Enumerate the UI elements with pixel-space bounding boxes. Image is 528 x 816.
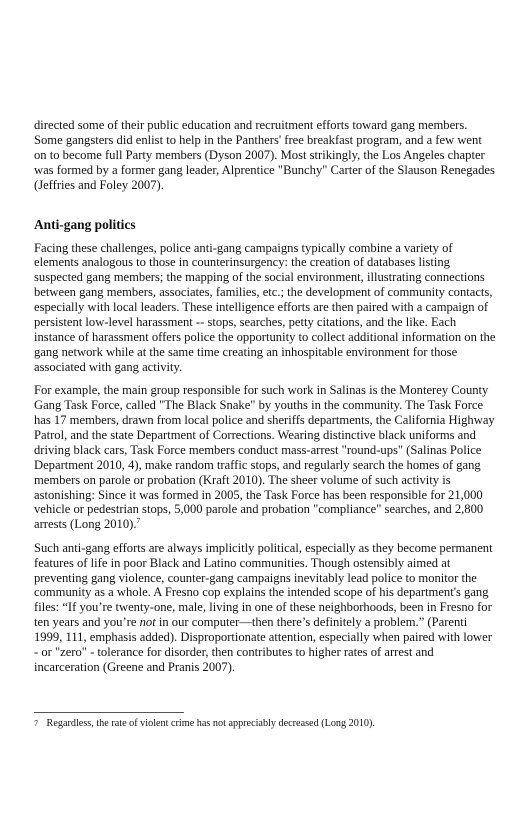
paragraph-political-text-b: in our computer—then there’s definitely a problem.” (Parenti 1999, 111, emphasis added). Disproportionate attention, especially when paired with lower - or "zero" - tolerance for disorder, then contributes to higher rates of arrest and incarceration (Greene and Pranis 2007). [34, 615, 492, 674]
footnote-number: 7 [34, 719, 38, 728]
footnote-text: Regardless, the rate of violent crime has not appreciably decreased (Long 2010). [46, 718, 375, 729]
section-heading: Anti-gang politics [34, 216, 136, 232]
paragraph-salinas-text: For example, the main group responsible for such work in Salinas is the Monterey County Gang Task Force, called "The Black Snake" by youths in the community. The Task Force has 17 members, drawn from local police and sheriffs departments, the California Highway Patrol, and the state Department of Corrections. Wearing distinctive black uniforms and driving black cars, Task Force members conduct mass-arrest "round-ups" (Salinas Police Department 2010, 4), make random traffic stops, and regularly search the homes of gang members on parole or probation (Kraft 2010). The sheer volume of such activity is astonishing: Since it was formed in 2005, the Task Force has been responsible for 21,000 vehicle or pedestrian stops, 5,000 parole and probation "compliance" searches, and 2,800 arrests (Long 2010). [34, 383, 495, 532]
paragraph-political-efforts [34, 541, 496, 675]
continuation-paragraph: directed some of their public education and recruitment efforts toward gang members. Some gangsters did enlist to help in the Panthers' free breakfast program, and a few went on to become full Party members (Dyson 2007). Most strikingly, the Los Angeles chapter was formed by a former gang leader, Alprentice "Bunchy" Carter of the Slauson Renegades (Jeffries and Foley 2007). [34, 118, 495, 192]
paragraph-salinas-task-force [34, 383, 496, 532]
footnote-separator [34, 712, 184, 713]
footnote-reference: 7 [136, 516, 141, 526]
emphasized-word: not [139, 615, 156, 630]
paragraph-anti-gang-campaigns: Facing these challenges, police anti-gang campaigns typically combine a variety of elements analogous to those in counterinsurgency: the creation of databases listing suspected gang members; the mapping of the social environment, illustrating connections between gang members, associates, families, etc.; the development of community contacts, especially with local leaders. These intelligence efforts are then paired with a campaign of persistent low-level harassment -- stops, searches, petty citations, and the like. Each instance of harassment offers police the opportunity to collect additional information on the gang network while at the same time creating an inhospitable environment for those associated with gang activity. [34, 240, 496, 374]
footnote [34, 718, 496, 730]
paragraph-political-text-a: Such anti-gang efforts are always implicitly political, especially as they become permanent features of life in poor Black and Latino communities. Though ostensibly aimed at preventing gang violence, counter-gang campaigns inevitably lead police to monitor the community as a whole. A Fresno cop explains the intended scope of his department's gang files: “If you’re twenty-one, male, living in one of these neighborhoods, been in Fresno for ten years and you’re [34, 540, 493, 630]
page-body [34, 118, 496, 683]
